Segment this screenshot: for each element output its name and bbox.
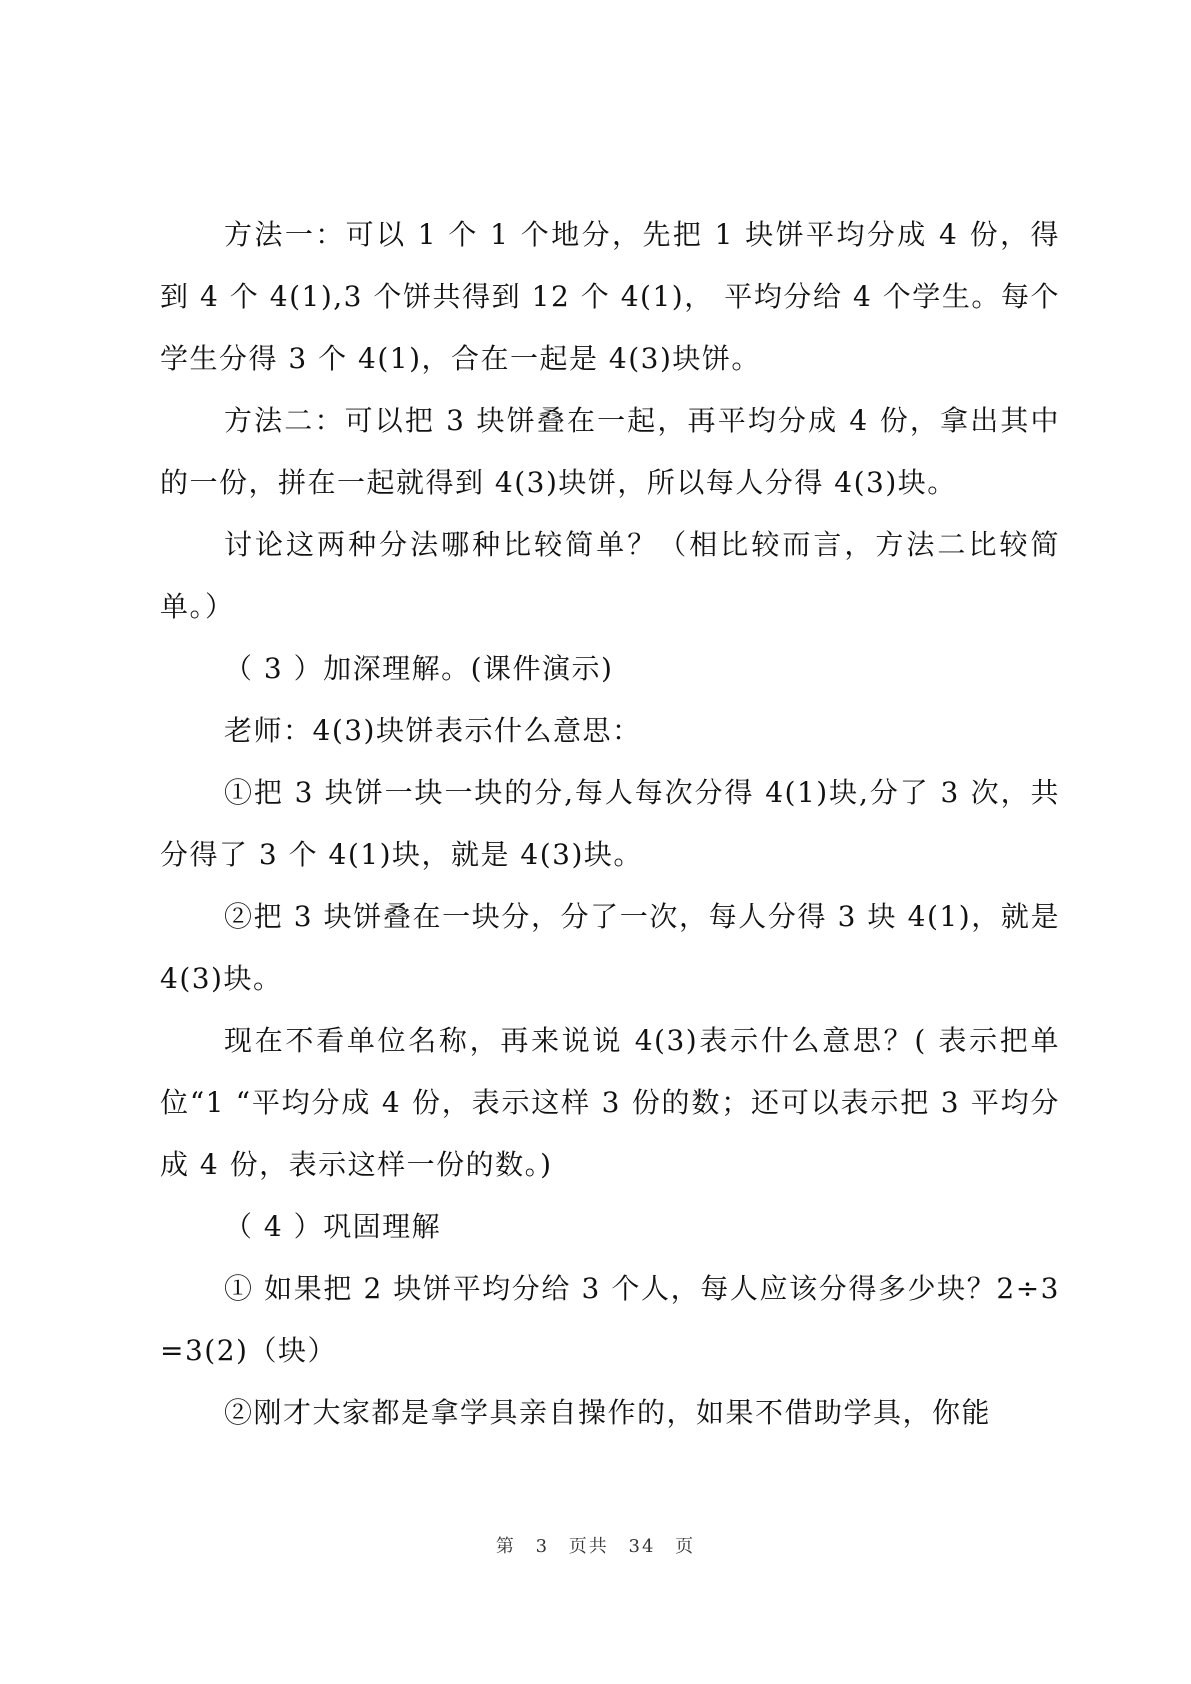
paragraph-teacher-question: 老师：4(3)块饼表示什么意思：	[224, 714, 642, 747]
paragraph-exercise-two: ②刚才大家都是拿学具亲自操作的，如果不借助学具，你能	[224, 1396, 992, 1429]
paragraph-deepen-heading: （ 3 ）加深理解。(课件演示)	[224, 652, 614, 685]
page-footer: 第 3 页共 34 页	[495, 1536, 696, 1557]
paragraph-consolidate-heading: （ 4 ）巩固理解	[224, 1210, 442, 1243]
paragraph-exercise-one: ① 如果把 2 块饼平均分给 3 个人，每人应该分得多少块？2÷3=3(2)（块）	[160, 1272, 1060, 1367]
paragraph-method-one: 方法一：可以 1 个 1 个地分，先把 1 块饼平均分成 4 份，得到 4 个 4(1),3 个饼共得到 12 个 4(1)， 平均分给 4 个学生。每个学生分得 3 个 4(1)，合在一起是 4(3)块饼。	[160, 218, 1060, 375]
paragraph-explanation-two: ②把 3 块饼叠在一块分，分了一次，每人分得 3 块 4(1)，就是 4(3)块。	[160, 900, 1060, 995]
paragraph-explanation-one: ①把 3 块饼一块一块的分,每人每次分得 4(1)块,分了 3 次，共分得了 3 个 4(1)块，就是 4(3)块。	[160, 776, 1060, 871]
paragraph-discussion: 讨论这两种分法哪种比较简单？（相比较而言，方法二比较简单。）	[160, 528, 1060, 623]
paragraph-meaning: 现在不看单位名称，再来说说 4(3)表示什么意思？( 表示把单位“1 “平均分成 4 份，表示这样 3 份的数；还可以表示把 3 平均分成 4 份，表示这样一份的数。)	[160, 1024, 1060, 1181]
document-body	[160, 204, 1060, 1444]
paragraph-method-two: 方法二：可以把 3 块饼叠在一起，再平均分成 4 份，拿出其中的一份，拼在一起就得到 4(3)块饼，所以每人分得 4(3)块。	[160, 404, 1060, 499]
